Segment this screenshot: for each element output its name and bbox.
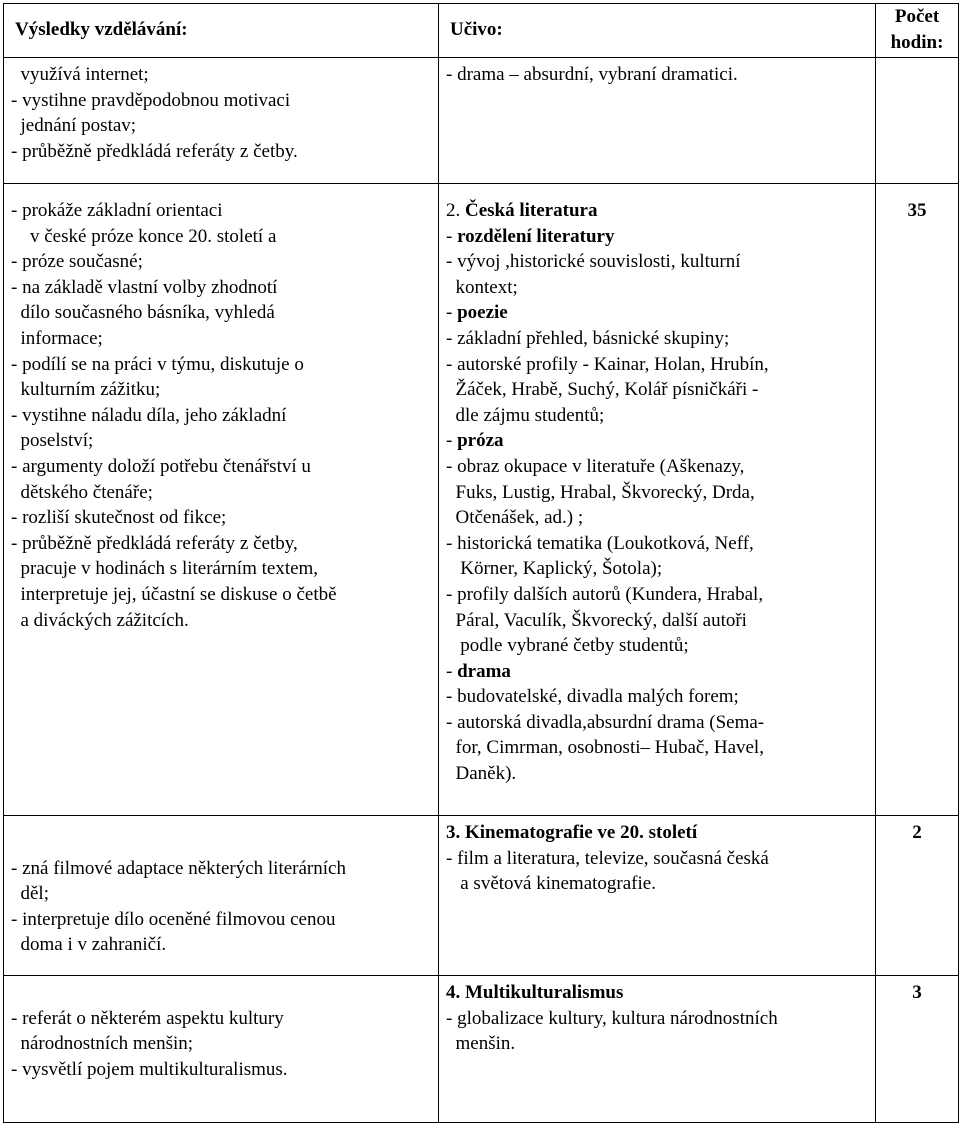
- content-line: - autorské profily - Kainar, Holan, Hrubín,: [446, 353, 769, 375]
- content-line: - vývoj ,historické souvislosti, kulturní: [446, 251, 741, 273]
- section-subheading: rozdělení literatury: [457, 225, 615, 247]
- content-line: Körner, Kaplický, Šotola);: [446, 558, 663, 580]
- outcome-line: - rozliší skutečnost od fikce;: [11, 507, 227, 529]
- content-line: dle zájmu studentů;: [446, 404, 605, 426]
- content-line: Otčenášek, ad.) ;: [446, 507, 584, 529]
- content-line: - autorská divadla,absurdní drama (Sema-: [446, 711, 765, 733]
- table-row: [4, 976, 959, 1123]
- curriculum-table: [3, 3, 959, 1123]
- outcome-line: - průběžně předkládá referáty z četby,: [11, 532, 298, 554]
- hours-value: 3: [912, 982, 922, 1003]
- outcome-line: - referát o některém aspektu kultury: [11, 1007, 284, 1029]
- outcome-line: děl;: [11, 883, 49, 905]
- content-line: podle vybrané četby studentů;: [446, 635, 689, 657]
- outcome-line: - prokáže základní orientaci: [11, 200, 223, 221]
- outcome-line: poselství;: [11, 430, 94, 452]
- table-row: [4, 816, 959, 976]
- outcome-line: - vysvětlí pojem multikulturalismus.: [11, 1058, 288, 1080]
- content-line: - poezie: [446, 302, 508, 324]
- hours-cell: [876, 184, 959, 816]
- content-line: for, Cimrman, osobnosti– Hubač, Havel,: [446, 737, 764, 759]
- content-line: - film a literatura, televize, současná česká: [446, 847, 769, 869]
- outcomes-cell: [4, 58, 439, 184]
- content-cell: [439, 184, 876, 816]
- hours-cell: [876, 816, 959, 976]
- hours-value: 35: [907, 200, 927, 221]
- content-line: - rozdělení literatury: [446, 225, 615, 247]
- outcome-line: - vystihne náladu díla, jeho základní: [11, 404, 287, 426]
- outcomes-cell: [4, 184, 439, 816]
- content-line: a světová kinematografie.: [446, 873, 656, 895]
- content-line: - globalizace kultury, kultura národnostních: [446, 1007, 778, 1029]
- outcomes-cell: [4, 816, 439, 976]
- content-cell: [439, 976, 876, 1123]
- content-line: - základní přehled, básnické skupiny;: [446, 327, 730, 349]
- content-line: - profily dalších autorů (Kundera, Hrabal,: [446, 583, 764, 605]
- section-title: 4. Multikulturalismus: [446, 982, 624, 1003]
- outcome-line: dětského čtenáře;: [11, 481, 153, 503]
- content-cell: [439, 58, 876, 184]
- section-subheading: poezie: [457, 302, 508, 324]
- content-line: Žáček, Hrabě, Suchý, Kolář písničkáři -: [446, 379, 759, 401]
- outcomes-cell: [4, 976, 439, 1123]
- outcome-line: - vystihne pravděpodobnou motivaci: [11, 89, 291, 111]
- outcome-line: kulturním zážitku;: [11, 379, 161, 401]
- content-line: kontext;: [446, 276, 518, 298]
- outcome-line: - podílí se na práci v týmu, diskutuje o: [11, 353, 304, 375]
- content-line: menšin.: [446, 1033, 516, 1055]
- outcome-line: doma i v zahraničí.: [11, 934, 167, 956]
- content-line: Daněk).: [446, 763, 517, 785]
- table-row: [4, 58, 959, 184]
- header-row: [4, 4, 959, 58]
- outcome-line: dílo současného básníka, vyhledá: [11, 302, 275, 324]
- header-hours: Počet hodin:: [876, 4, 959, 58]
- content-line: Páral, Vaculík, Škvorecký, další autoři: [446, 609, 747, 631]
- content-cell: [439, 816, 876, 976]
- section-title: 2. Česká literatura: [446, 200, 598, 221]
- hours-cell: [876, 58, 959, 184]
- content-line: Fuks, Lustig, Hrabal, Škvorecký, Drda,: [446, 481, 755, 503]
- outcome-line: informace;: [11, 327, 103, 349]
- outcome-line: - na základě vlastní volby zhodnotí: [11, 276, 278, 298]
- section-subheading: próza: [457, 430, 504, 452]
- table-row: [4, 184, 959, 816]
- outcome-line: pracuje v hodinách s literárním textem,: [11, 558, 319, 580]
- outcome-line: [11, 830, 434, 856]
- content-line: - historická tematika (Loukotková, Neff,: [446, 532, 754, 554]
- outcome-line: - argumenty doloží potřebu čtenářství u: [11, 455, 311, 477]
- outcome-line: využívá internet;: [11, 64, 149, 85]
- outcome-line: v české próze konce 20. století a: [11, 225, 277, 247]
- content-line: - próza: [446, 430, 504, 452]
- outcome-line: a diváckých zážitcích.: [11, 609, 189, 631]
- outcome-line: - interpretuje dílo oceněné filmovou cenou: [11, 908, 336, 930]
- content-line: - drama – absurdní, vybraní dramatici.: [446, 64, 738, 85]
- outcome-line: jednání postav;: [11, 115, 137, 137]
- header-outcomes: Výsledky vzdělávání:: [4, 4, 439, 58]
- outcome-line: - próze současné;: [11, 251, 143, 273]
- hours-value: 2: [912, 822, 922, 843]
- section-subheading: drama: [457, 660, 511, 682]
- outcome-line: - průběžně předkládá referáty z četby.: [11, 140, 298, 162]
- content-line: - obraz okupace v literatuře (Aškenazy,: [446, 455, 745, 477]
- section-title: 3. Kinematografie ve 20. století: [446, 822, 698, 843]
- content-line: - budovatelské, divadla malých forem;: [446, 686, 739, 708]
- hours-cell: [876, 976, 959, 1123]
- outcome-line: národnostních menšin;: [11, 1033, 194, 1055]
- header-content: Učivo:: [439, 4, 876, 58]
- outcome-line: - zná filmové adaptace některých literárních: [11, 857, 346, 879]
- outcome-line: [11, 980, 434, 1006]
- outcome-line: interpretuje jej, účastní se diskuse o četbě: [11, 583, 337, 605]
- content-line: - drama: [446, 660, 511, 682]
